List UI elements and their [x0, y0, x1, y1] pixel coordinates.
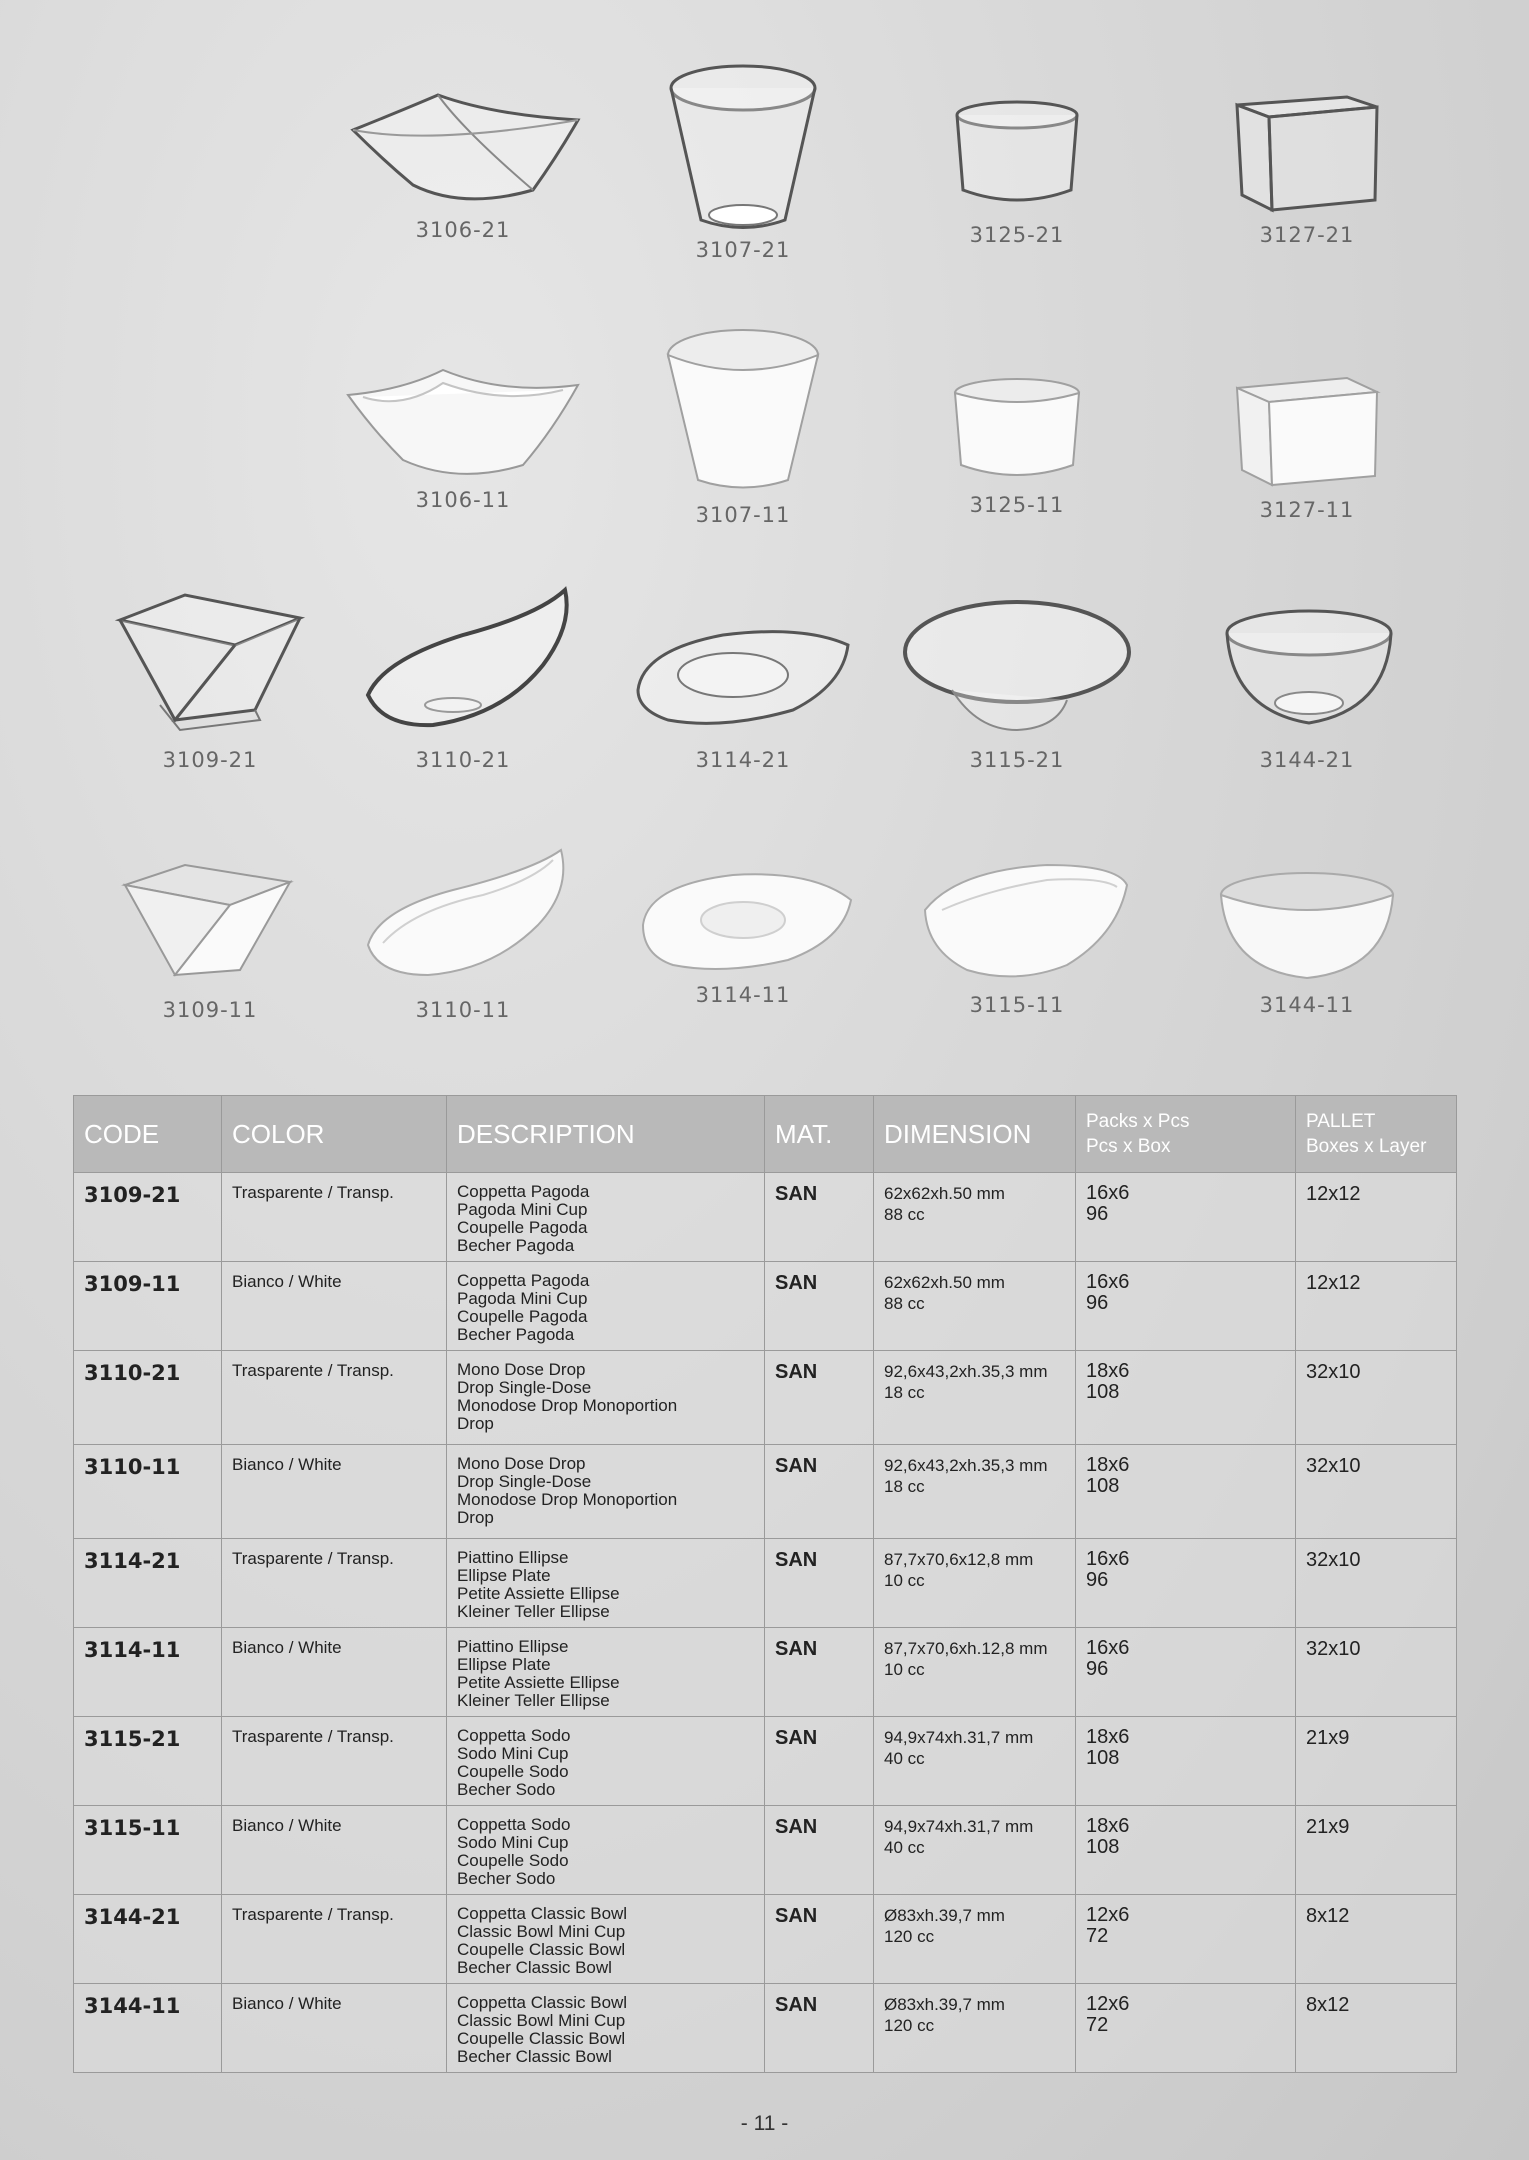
cell-color: Bianco / White: [222, 1262, 447, 1351]
product-3114-11: [623, 865, 863, 1007]
description-line: Coupelle Sodo: [457, 1762, 569, 1781]
description-line: Mono Dose Drop: [457, 1454, 586, 1473]
header-code: CODE: [74, 1096, 222, 1173]
description-line: Kleiner Teller Ellipse: [457, 1602, 610, 1621]
packs-line: 96: [1086, 1292, 1109, 1314]
cell-dimension: [874, 1717, 1076, 1806]
table-row: [74, 1262, 1457, 1351]
header-packs-line1: Packs x Pcs: [1086, 1111, 1190, 1132]
classic-bowl-clear-image: [1187, 605, 1427, 740]
dimension-line: 88 cc: [884, 1205, 925, 1224]
ellipse-plate-clear-image: [623, 610, 863, 740]
product-3127-21: [1187, 85, 1427, 247]
cell-description: [447, 1262, 765, 1351]
cell-description: [447, 1173, 765, 1262]
product-code: 3106-11: [415, 488, 511, 512]
packs-line: 96: [1086, 1569, 1109, 1591]
table-header-row: [74, 1096, 1457, 1173]
packs-line: 16x6: [1086, 1548, 1130, 1570]
cell-material: SAN: [765, 1351, 874, 1445]
cube-white-image: [1187, 370, 1427, 490]
cell-dimension: [874, 1984, 1076, 2073]
description-line: Drop Single-Dose: [457, 1378, 592, 1397]
dimension-line: Ø83xh.39,7 mm: [884, 1906, 1005, 1925]
description-line: Becher Sodo: [457, 1780, 556, 1799]
cell-packs: [1076, 1628, 1296, 1717]
product-3106-11: [343, 365, 583, 512]
cell-description: [447, 1984, 765, 2073]
cell-pallet: 32x10: [1296, 1445, 1457, 1539]
table-row: [74, 1628, 1457, 1717]
dimension-line: 92,6x43,2xh.35,3 mm: [884, 1362, 1048, 1381]
description-line: Piattino Ellipse: [457, 1637, 569, 1656]
description-line: Becher Sodo: [457, 1869, 556, 1888]
description-line: Petite Assiette Ellipse: [457, 1673, 620, 1692]
cell-pallet: 8x12: [1296, 1984, 1457, 2073]
dimension-line: 94,9x74xh.31,7 mm: [884, 1728, 1034, 1747]
dimension-line: 18 cc: [884, 1477, 925, 1496]
description-line: Petite Assiette Ellipse: [457, 1584, 620, 1603]
packs-line: 16x6: [1086, 1637, 1130, 1659]
cell-color: Trasparente / Transp.: [222, 1895, 447, 1984]
cell-material: SAN: [765, 1806, 874, 1895]
description-line: Coppetta Classic Bowl: [457, 1904, 628, 1923]
cell-code: 3115-11: [74, 1806, 222, 1895]
description-line: Piattino Ellipse: [457, 1548, 569, 1567]
cell-dimension: [874, 1539, 1076, 1628]
header-pallet-line2: Boxes x Layer: [1306, 1136, 1427, 1157]
table-body: [74, 1173, 1457, 2073]
product-code: 3114-11: [695, 983, 791, 1007]
cell-packs: [1076, 1445, 1296, 1539]
dimension-line: 62x62xh.50 mm: [884, 1273, 1005, 1292]
header-packs: [1076, 1096, 1296, 1173]
packs-line: 108: [1086, 1381, 1120, 1403]
description-line: Monodose Drop Monoportion: [457, 1490, 678, 1509]
packs-line: 108: [1086, 1836, 1120, 1858]
packs-line: 16x6: [1086, 1182, 1130, 1204]
cell-dimension: [874, 1262, 1076, 1351]
description-line: Coupelle Pagoda: [457, 1307, 588, 1326]
cell-pallet: 32x10: [1296, 1539, 1457, 1628]
dimension-line: 94,9x74xh.31,7 mm: [884, 1817, 1034, 1836]
product-3115-21: [897, 590, 1137, 772]
product-3144-21: [1187, 605, 1427, 772]
cell-color: Trasparente / Transp.: [222, 1351, 447, 1445]
description-line: Drop: [457, 1414, 494, 1433]
cell-pallet: 21x9: [1296, 1806, 1457, 1895]
product-code: 3106-21: [415, 218, 511, 242]
cell-pallet: 21x9: [1296, 1717, 1457, 1806]
table-row: [74, 1173, 1457, 1262]
dimension-line: 18 cc: [884, 1383, 925, 1402]
cone-cup-white-image: [623, 325, 863, 495]
cell-material: SAN: [765, 1984, 874, 2073]
cell-description: [447, 1895, 765, 1984]
cell-code: 3114-21: [74, 1539, 222, 1628]
cell-material: SAN: [765, 1445, 874, 1539]
dimension-line: 120 cc: [884, 2016, 935, 2035]
table-row: [74, 1445, 1457, 1539]
cell-dimension: [874, 1445, 1076, 1539]
packs-line: 96: [1086, 1658, 1109, 1680]
cell-packs: [1076, 1351, 1296, 1445]
product-3114-21: [623, 610, 863, 772]
cell-color: Bianco / White: [222, 1984, 447, 2073]
description-line: Classic Bowl Mini Cup: [457, 2011, 626, 2030]
product-3125-11: [897, 375, 1137, 517]
product-3115-11: [897, 855, 1137, 1017]
description-line: Becher Classic Bowl: [457, 2047, 612, 2066]
table-row: [74, 1895, 1457, 1984]
packs-line: 18x6: [1086, 1454, 1130, 1476]
description-line: Ellipse Plate: [457, 1566, 551, 1585]
cell-material: SAN: [765, 1895, 874, 1984]
product-3144-11: [1187, 870, 1427, 1017]
product-code: 3115-11: [969, 993, 1065, 1017]
product-3109-11: [90, 860, 330, 1022]
description-line: Becher Classic Bowl: [457, 1958, 612, 1977]
cell-color: Trasparente / Transp.: [222, 1173, 447, 1262]
sodo-white-image: [897, 855, 1137, 985]
dimension-line: 120 cc: [884, 1927, 935, 1946]
description-line: Coupelle Sodo: [457, 1851, 569, 1870]
description-line: Pagoda Mini Cup: [457, 1289, 588, 1308]
description-line: Drop Single-Dose: [457, 1472, 592, 1491]
dimension-line: 10 cc: [884, 1660, 925, 1679]
sodo-clear-image: [897, 590, 1137, 740]
description-line: Coppetta Sodo: [457, 1726, 571, 1745]
packs-line: 16x6: [1086, 1271, 1130, 1293]
description-line: Kleiner Teller Ellipse: [457, 1691, 610, 1710]
table-row: [74, 1806, 1457, 1895]
cell-code: 3109-11: [74, 1262, 222, 1351]
cell-description: [447, 1806, 765, 1895]
cell-color: Bianco / White: [222, 1628, 447, 1717]
cell-material: SAN: [765, 1539, 874, 1628]
product-3109-21: [90, 590, 330, 772]
header-description: DESCRIPTION: [447, 1096, 765, 1173]
table-row: [74, 1984, 1457, 2073]
header-material: MAT.: [765, 1096, 874, 1173]
cell-color: Trasparente / Transp.: [222, 1539, 447, 1628]
packs-line: 72: [1086, 2014, 1109, 2036]
packs-line: 18x6: [1086, 1726, 1130, 1748]
cell-dimension: [874, 1628, 1076, 1717]
description-line: Coppetta Classic Bowl: [457, 1993, 628, 2012]
product-code: 3144-11: [1259, 993, 1355, 1017]
dimension-line: 87,7x70,6x12,8 mm: [884, 1550, 1034, 1569]
packs-line: 12x6: [1086, 1904, 1130, 1926]
description-line: Coppetta Pagoda: [457, 1182, 590, 1201]
table-row: [74, 1539, 1457, 1628]
cell-description: [447, 1351, 765, 1445]
header-pallet-line1: PALLET: [1306, 1111, 1376, 1132]
product-code: 3107-11: [695, 503, 791, 527]
dimension-line: 10 cc: [884, 1571, 925, 1590]
cell-color: Bianco / White: [222, 1806, 447, 1895]
cell-packs: [1076, 1717, 1296, 1806]
cell-dimension: [874, 1351, 1076, 1445]
cell-packs: [1076, 1173, 1296, 1262]
table-row: [74, 1351, 1457, 1445]
product-code: 3109-11: [162, 998, 258, 1022]
dimension-line: 40 cc: [884, 1749, 925, 1768]
cell-code: 3144-21: [74, 1895, 222, 1984]
description-line: Coppetta Sodo: [457, 1815, 571, 1834]
classic-bowl-white-image: [1187, 870, 1427, 985]
header-pallet: [1296, 1096, 1457, 1173]
product-code: 3110-11: [415, 998, 511, 1022]
dimension-line: 40 cc: [884, 1838, 925, 1857]
description-line: Ellipse Plate: [457, 1655, 551, 1674]
product-3107-21: [623, 60, 863, 262]
square-bowl-white-image: [343, 365, 583, 480]
packs-line: 18x6: [1086, 1360, 1130, 1382]
packs-line: 12x6: [1086, 1993, 1130, 2015]
page-number: - 11 -: [740, 2112, 789, 2135]
cell-material: SAN: [765, 1628, 874, 1717]
cell-description: [447, 1539, 765, 1628]
product-3125-21: [897, 95, 1137, 247]
drop-clear-image: [343, 585, 583, 740]
square-bowl-clear-image: [343, 60, 583, 210]
cell-code: 3114-11: [74, 1628, 222, 1717]
description-line: Coupelle Pagoda: [457, 1218, 588, 1237]
description-line: Pagoda Mini Cup: [457, 1200, 588, 1219]
description-line: Coupelle Classic Bowl: [457, 1940, 626, 1959]
cell-description: [447, 1628, 765, 1717]
cell-color: Bianco / White: [222, 1445, 447, 1539]
cell-code: 3110-11: [74, 1445, 222, 1539]
product-code: 3127-21: [1259, 223, 1355, 247]
description-line: Coupelle Classic Bowl: [457, 2029, 626, 2048]
cell-pallet: 32x10: [1296, 1628, 1457, 1717]
cell-pallet: 12x12: [1296, 1173, 1457, 1262]
cell-code: 3109-21: [74, 1173, 222, 1262]
cell-code: 3110-21: [74, 1351, 222, 1445]
description-line: Sodo Mini Cup: [457, 1833, 569, 1852]
product-spec-table: [73, 1095, 1457, 2073]
product-code: 3127-11: [1259, 498, 1355, 522]
header-packs-line2: Pcs x Box: [1086, 1136, 1171, 1157]
product-3127-11: [1187, 370, 1427, 522]
description-line: Mono Dose Drop: [457, 1360, 586, 1379]
product-code: 3125-11: [969, 493, 1065, 517]
description-line: Coppetta Pagoda: [457, 1271, 590, 1290]
dimension-line: 62x62xh.50 mm: [884, 1184, 1005, 1203]
product-code: 3125-21: [969, 223, 1065, 247]
table-row: [74, 1717, 1457, 1806]
description-line: Becher Pagoda: [457, 1325, 575, 1344]
cell-pallet: 32x10: [1296, 1351, 1457, 1445]
header-dimension: DIMENSION: [874, 1096, 1076, 1173]
cell-dimension: [874, 1806, 1076, 1895]
packs-line: 18x6: [1086, 1815, 1130, 1837]
cell-material: SAN: [765, 1717, 874, 1806]
cell-packs: [1076, 1539, 1296, 1628]
cell-code: 3115-21: [74, 1717, 222, 1806]
cell-packs: [1076, 1895, 1296, 1984]
cell-pallet: 8x12: [1296, 1895, 1457, 1984]
product-code: 3144-21: [1259, 748, 1355, 772]
cell-description: [447, 1445, 765, 1539]
description-line: Classic Bowl Mini Cup: [457, 1922, 626, 1941]
packs-line: 96: [1086, 1203, 1109, 1225]
cell-description: [447, 1717, 765, 1806]
cell-packs: [1076, 1984, 1296, 2073]
product-code: 3107-21: [695, 238, 791, 262]
cell-color: Trasparente / Transp.: [222, 1717, 447, 1806]
cell-code: 3144-11: [74, 1984, 222, 2073]
product-3106-21: [343, 60, 583, 242]
description-line: Drop: [457, 1508, 494, 1527]
ellipse-plate-white-image: [623, 865, 863, 975]
product-3110-11: [343, 845, 583, 1022]
cube-clear-image: [1187, 85, 1427, 215]
description-line: Sodo Mini Cup: [457, 1744, 569, 1763]
description-line: Becher Pagoda: [457, 1236, 575, 1255]
product-3107-11: [623, 325, 863, 527]
description-line: Monodose Drop Monoportion: [457, 1396, 678, 1415]
product-code: 3110-21: [415, 748, 511, 772]
product-code: 3109-21: [162, 748, 258, 772]
packs-line: 108: [1086, 1747, 1120, 1769]
cell-dimension: [874, 1895, 1076, 1984]
dimension-line: Ø83xh.39,7 mm: [884, 1995, 1005, 2014]
dimension-line: 87,7x70,6xh.12,8 mm: [884, 1639, 1048, 1658]
packs-line: 72: [1086, 1925, 1109, 1947]
cell-material: SAN: [765, 1262, 874, 1351]
cell-dimension: [874, 1173, 1076, 1262]
cone-cup-clear-image: [623, 60, 863, 230]
cell-packs: [1076, 1806, 1296, 1895]
product-3110-21: [343, 585, 583, 772]
round-cup-white-image: [897, 375, 1137, 485]
packs-line: 108: [1086, 1475, 1120, 1497]
cell-packs: [1076, 1262, 1296, 1351]
cell-pallet: 12x12: [1296, 1262, 1457, 1351]
product-code: 3114-21: [695, 748, 791, 772]
pagoda-white-image: [90, 860, 330, 990]
dimension-line: 88 cc: [884, 1294, 925, 1313]
round-cup-clear-image: [897, 95, 1137, 215]
product-code: 3115-21: [969, 748, 1065, 772]
header-color: COLOR: [222, 1096, 447, 1173]
dimension-line: 92,6x43,2xh.35,3 mm: [884, 1456, 1048, 1475]
drop-white-image: [343, 845, 583, 990]
cell-material: SAN: [765, 1173, 874, 1262]
pagoda-clear-image: [90, 590, 330, 740]
